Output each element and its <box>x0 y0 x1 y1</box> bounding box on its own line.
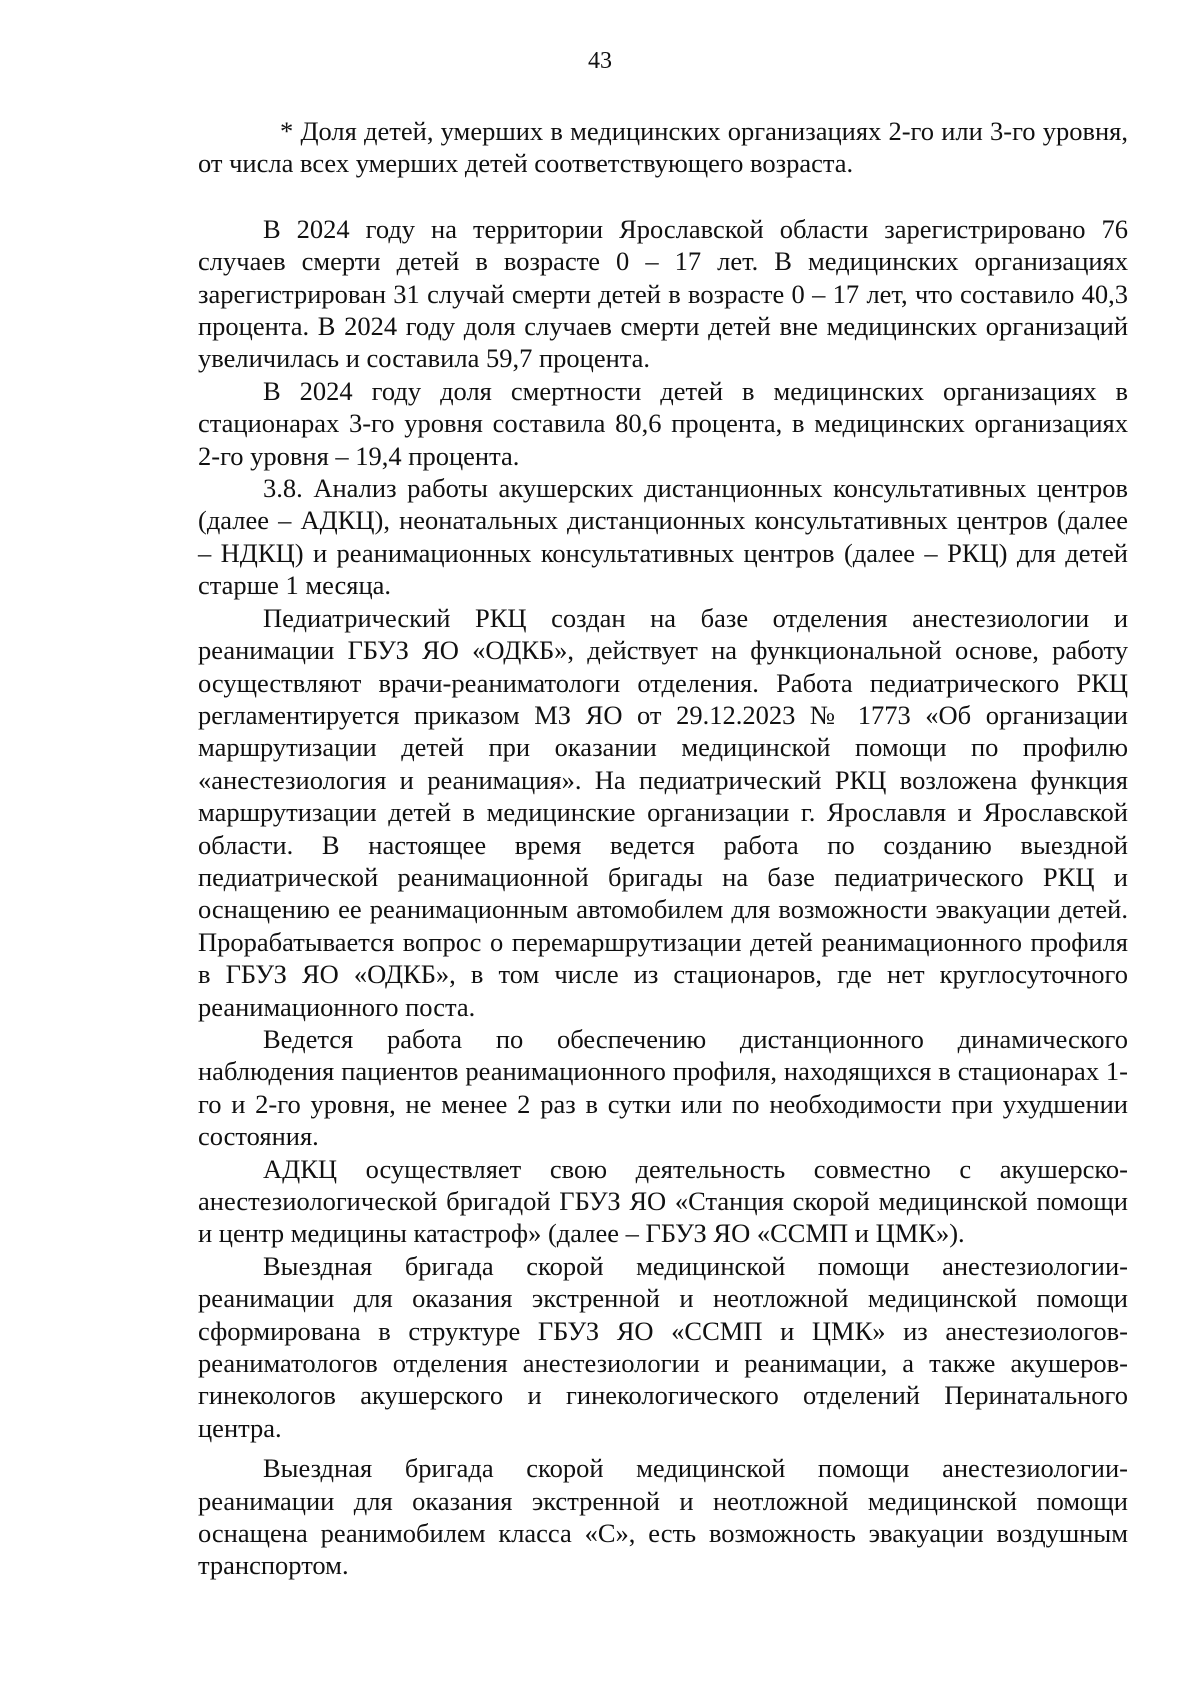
body-paragraph: Педиатрический РКЦ создан на базе отделения анестезиологии и реанимации ГБУЗ ЯО «ОДКБ», действует на функциональной основе, работу осуществляют врачи-реаниматологи отделения. Работа педиатрического РКЦ регламентируется приказом МЗ ЯО от 29.12.2023 № 1773 «Об организации маршрутизации детей при оказании медицинской помощи по профилю «анестезиология и реанимация». На педиатрический РКЦ возложена функция маршрутизации детей в медицинские организации г. Ярославля и Ярославской области. В настоящее время ведется работа по созданию выездной педиатрической реанимационной бригады на базе педиатрического РКЦ и оснащению ее реанимационным автомобилем для возможности эвакуации детей. Прорабатывается вопрос о перемаршрутизации детей реанимационного профиля в ГБУЗ ЯО «ОДКБ», в том числе из стационаров, где нет круглосуточного реанимационного поста. <box>198 602 1128 1022</box>
page-number: 43 <box>588 48 612 74</box>
body-paragraph: Выездная бригада скорой медицинской помощи анестезиологии-реанимации для оказания экстренной и неотложной медицинской помощи оснащена реанимобилем класса «С», есть возможность эвакуации воздушным транспортом. <box>198 1453 1128 1581</box>
section-heading-paragraph: 3.8. Анализ работы акушерских дистанционных консультативных центров (далее – АДКЦ), неонатальных дистанционных консультативных центров (далее – НДКЦ) и реанимационных консультативных центров (далее – РКЦ) для детей старше 1 месяца. <box>198 473 1128 601</box>
document-body <box>198 115 1128 1582</box>
body-paragraph: В 2024 году на территории Ярославской области зарегистрировано 76 случаев смерти детей в возрасте 0 – 17 лет. В медицинских организациях зарегистрирован 31 случай смерти детей в возрасте 0 – 17 лет, что составило 40,3 процента. В 2024 году доля случаев смерти детей вне медицинских организаций увеличилась и составила 59,7 процента. <box>198 213 1128 374</box>
body-paragraph: В 2024 году доля смертности детей в медицинских организациях в стационарах 3-го уровня составила 80,6 процента, в медицинских организациях 2-го уровня – 19,4 процента. <box>198 375 1128 471</box>
body-paragraph: Выездная бригада скорой медицинской помощи анестезиологии-реанимации для оказания экстренной и неотложной медицинской помощи сформирована в структуре ГБУЗ ЯО «ССМП и ЦМК» из анестезиологов-реаниматологов отделения анестезиологии и реанимации, а также акушеров-гинекологов акушерского и гинекологического отделений Перинатального центра. <box>198 1250 1128 1443</box>
footnote-paragraph: * Доля детей, умерших в медицинских организациях 2-го или 3-го уровня, от числа всех умерших детей соответствующего возраста. <box>198 116 1128 179</box>
body-paragraph: Ведется работа по обеспечению дистанционного динамического наблюдения пациентов реанимационного профиля, находящихся в стационарах 1-го и 2-го уровня, не менее 2 раз в сутки или по необходимости при ухудшении состояния. <box>198 1023 1128 1152</box>
body-paragraph: АДКЦ осуществляет свою деятельность совместно с акушерско-анестезиологической бригадой ГБУЗ ЯО «Станция скорой медицинской помощи и центр медицины катастроф» (далее – ГБУЗ ЯО «ССМП и ЦМК»). <box>198 1153 1128 1249</box>
